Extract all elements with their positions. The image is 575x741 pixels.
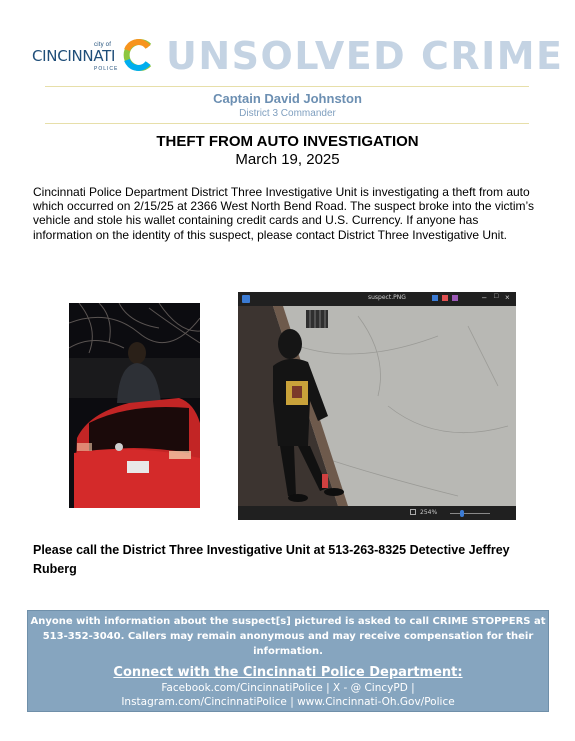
- logo-name: CINCINNATI: [32, 47, 116, 65]
- window-statusbar: [238, 506, 516, 520]
- social-links-line1[interactable]: Facebook.com/CincinnatiPolice | X - @ CincyPD |: [161, 682, 415, 694]
- zoom-slider[interactable]: [450, 513, 490, 514]
- logo-city-text: city of: [94, 42, 112, 48]
- suspect-screenshot-window: [238, 292, 516, 520]
- divider-top: [45, 86, 529, 87]
- call-detective-line: Please call the District Three Investigative Unit at 513-263-8325 Detective Jeffrey Ruberg: [33, 543, 510, 576]
- commander-name: Captain David Johnston: [213, 91, 362, 106]
- crime-stoppers-box: [27, 610, 549, 712]
- notice-date: March 19, 2025: [235, 151, 340, 168]
- crime-stoppers-message: Anyone with information about the suspect[s] pictured is asked to call CRIME STOPPERS at 513-352-3040. Callers may remain anonymous and may receive compensation for their information.: [30, 616, 546, 657]
- suspect-car-photo: [69, 303, 200, 508]
- share-icon[interactable]: [432, 295, 438, 301]
- fit-icon[interactable]: [410, 509, 416, 515]
- social-links-line2[interactable]: Instagram.com/CincinnatiPolice | www.Cincinnati-Oh.Gov/Police: [121, 696, 455, 708]
- notice-title: THEFT FROM AUTO INVESTIGATION: [156, 133, 419, 150]
- suspect-cctv-image: [238, 306, 516, 506]
- minimize-icon[interactable]: –: [482, 293, 487, 302]
- app-icon: [242, 295, 250, 303]
- zoom-level: 254%: [420, 509, 438, 516]
- close-icon[interactable]: ×: [505, 293, 510, 302]
- window-titlebar: [238, 292, 516, 306]
- connect-heading: Connect with the Cincinnati Police Department:: [113, 665, 463, 680]
- window-title: suspect.PNG: [368, 294, 406, 301]
- notice-body: Cincinnati Police Department District Three Investigative Unit is investigating a theft from auto which occurred on 2/15/25 at 2366 West North Bend Road. The suspect broke into the victim’s vehicle and stole his wallet containing credit cards and U.S. Currency. If anyone has information on the identity of this suspect, please contact District Three Investigative Unit.: [33, 185, 534, 242]
- commander-role: District 3 Commander: [239, 108, 336, 119]
- divider-bottom: [45, 123, 529, 124]
- zoom-slider-thumb[interactable]: [460, 510, 464, 517]
- banner-title: UNSOLVED CRIME: [166, 34, 564, 78]
- edit-icon[interactable]: [452, 295, 458, 301]
- cincinnati-c-logo-icon: [121, 38, 155, 72]
- logo-police-text: POLICE: [94, 66, 119, 72]
- markup-icon[interactable]: [442, 295, 448, 301]
- maximize-icon[interactable]: □: [494, 293, 499, 300]
